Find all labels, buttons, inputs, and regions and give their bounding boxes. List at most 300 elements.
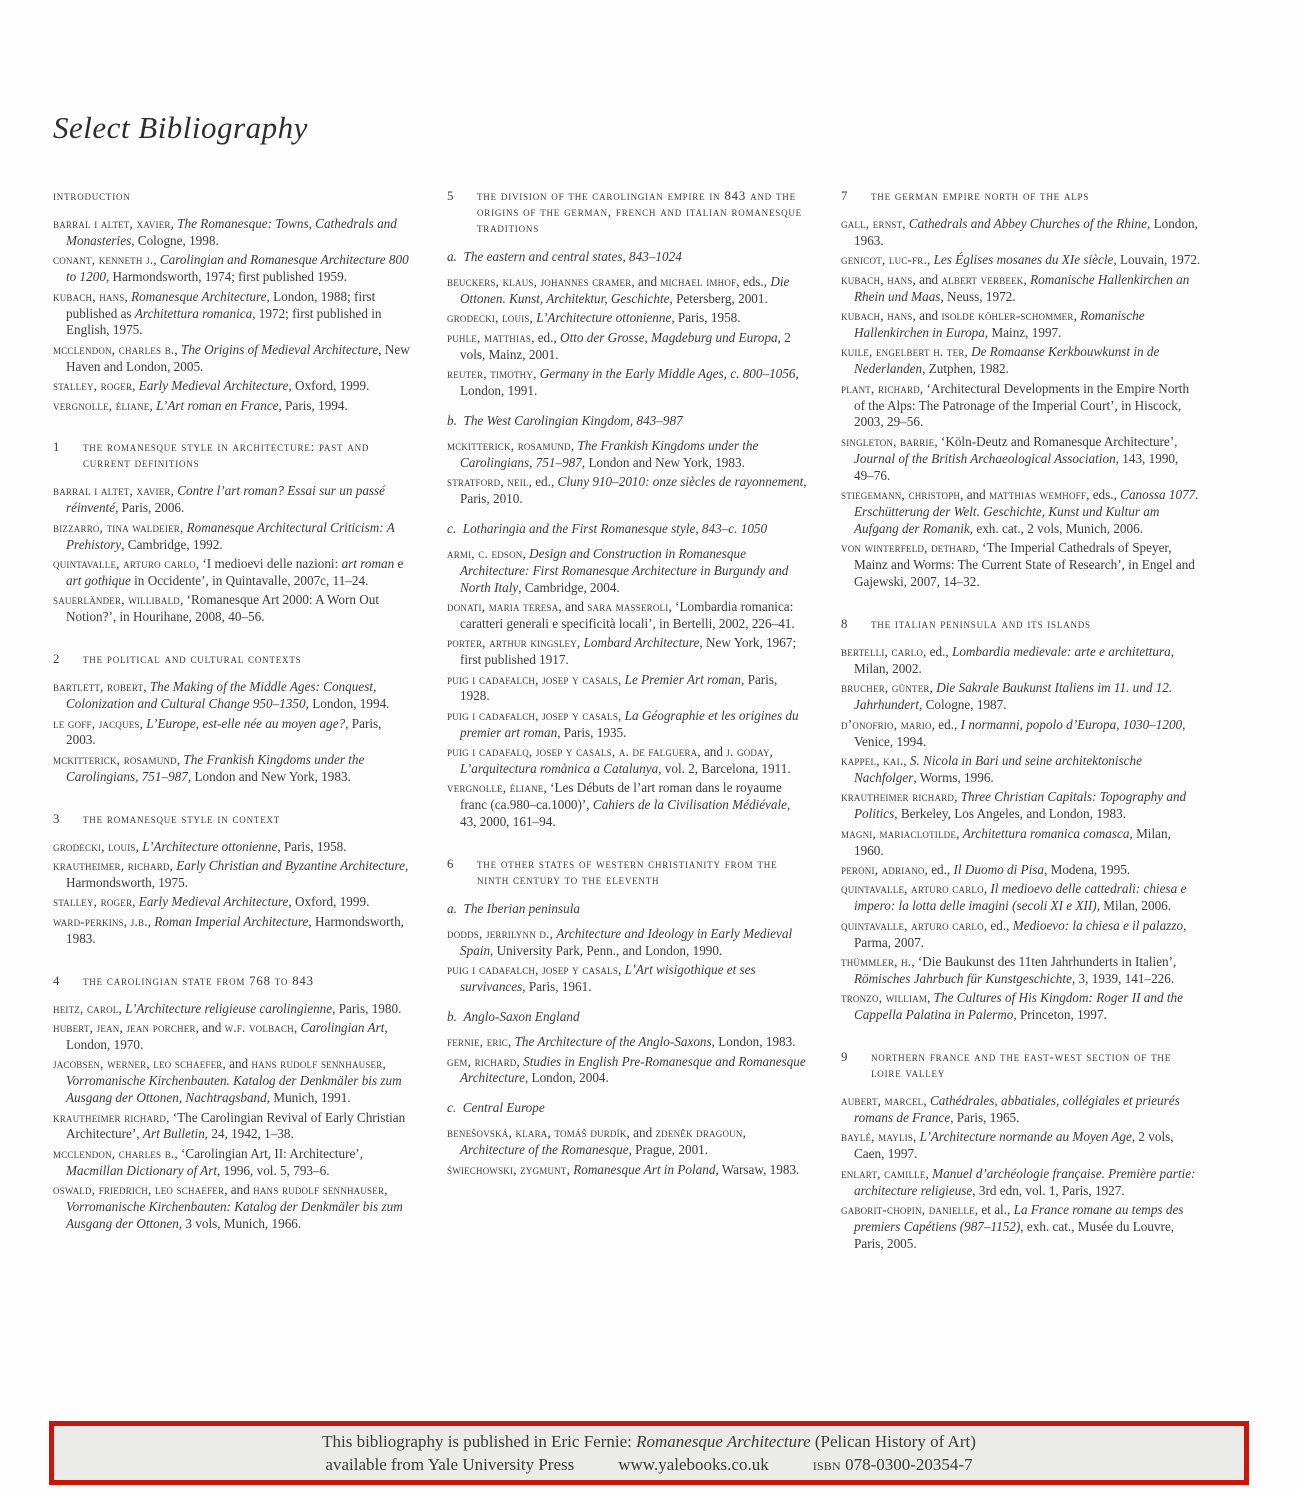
page-title: Select Bibliography bbox=[53, 110, 308, 145]
text-run: , exh. cat., 2 vols, Munich, 2006. bbox=[969, 520, 1143, 536]
smallcaps-text: magni, mariaclotilde bbox=[841, 825, 957, 841]
bib-entry bbox=[841, 308, 1201, 342]
section-title: northern france and the east-west section of the loire valley bbox=[871, 1050, 1172, 1081]
bib-entry bbox=[841, 344, 1201, 378]
italic-title: Cathedrals and Abbey Churches of the Rhine bbox=[908, 216, 1147, 231]
italic-title: I normanni, popolo d’Europa, 1030–1200 bbox=[960, 716, 1183, 732]
smallcaps-text: conant, kenneth j. bbox=[53, 252, 154, 268]
text-run: , and bbox=[912, 308, 942, 324]
text-run: , London, 1970. bbox=[66, 1020, 388, 1052]
italic-title: Architettura romanica comasca bbox=[962, 825, 1130, 841]
bib-entry bbox=[53, 592, 413, 626]
text-run: , ‘The Carolingian Revival of Early Christian Architecture’, bbox=[66, 1109, 406, 1142]
bib-entry bbox=[53, 858, 413, 892]
section-title: the romanesque style in context bbox=[83, 811, 281, 826]
text-run: available from Yale University Press bbox=[325, 1454, 575, 1474]
italic-title: Cluny 910–2010: onze siècles de rayonnement bbox=[557, 473, 804, 489]
smallcaps-text: bartlett, robert bbox=[53, 679, 144, 695]
italic-title: Die Ottonen. Kunst, Architektur, Geschichte bbox=[460, 273, 790, 306]
text-run: , ‘Köln-Deutz and Romanesque Architecture’, bbox=[934, 433, 1178, 449]
italic-title: Les Églises mosanes du XIe siècle bbox=[933, 252, 1114, 268]
text-run: , Paris, 1958. bbox=[277, 838, 347, 854]
bibliography-columns bbox=[53, 188, 1201, 1255]
italic-title: L’arquitectura romànica a Catalunya bbox=[460, 761, 659, 777]
smallcaps-text: hans rudolf sennhauser bbox=[253, 1182, 385, 1198]
smallcaps-text: puhle, matthias bbox=[447, 329, 532, 345]
text-run: , Cologne, 1987. bbox=[918, 697, 1007, 713]
text-run: , bbox=[149, 397, 157, 413]
text-run: , Louvain, 1972. bbox=[1113, 252, 1201, 268]
bib-entry bbox=[447, 962, 807, 996]
smallcaps-text: le goff, jacques bbox=[53, 715, 140, 731]
text-run: , bbox=[293, 1020, 301, 1035]
italic-title: Cahiers de la Civilisation Médiévale bbox=[592, 797, 788, 813]
text-run: , bbox=[618, 962, 625, 978]
italic-title: De Romaanse Kerkbouwkunst in de Nederlanden bbox=[854, 344, 1160, 377]
text-run: 078-0300-20354-7 bbox=[840, 1454, 973, 1474]
text-run: , Paris, 1961. bbox=[522, 979, 592, 995]
subsection-heading: c. Lotharingia and the First Romanesque style, 843–c. 1050 bbox=[447, 520, 768, 536]
smallcaps-text: quintavalle, arturo carlo bbox=[841, 881, 984, 897]
smallcaps-text: mcclendon, charles b. bbox=[53, 341, 175, 357]
bib-entry bbox=[841, 717, 1201, 751]
text-run: , bbox=[135, 838, 143, 854]
text-run: , bbox=[529, 310, 537, 326]
text-run: , London, 1988; first published as bbox=[66, 288, 376, 321]
section-heading bbox=[53, 651, 413, 667]
text-run: , eds., bbox=[1086, 487, 1121, 503]
section-title: the german empire north of the alps bbox=[871, 189, 1090, 203]
italic-title: Architecture of the Romanesque bbox=[460, 1142, 629, 1158]
section-heading bbox=[841, 1049, 1201, 1081]
italic-title: Romanische Hallenkirchen an Rhein und Maas bbox=[854, 271, 1190, 304]
section-title: the carolingian state from 768 to 843 bbox=[83, 973, 314, 988]
smallcaps-text: porter, arthur kingsley bbox=[447, 635, 577, 651]
text-run: , and bbox=[195, 1020, 225, 1035]
italic-title: L’Architecture religieuse carolingienne bbox=[125, 1000, 333, 1016]
bib-entry bbox=[53, 216, 413, 250]
bib-entry bbox=[841, 990, 1201, 1024]
text-run: , Berkeley, Los Angeles, and London, 1983. bbox=[894, 806, 1127, 822]
italic-title: Carolingian and Romanesque Architecture 800 to 1200 bbox=[66, 252, 409, 285]
italic-title: Contre l’art roman? Essai sur un passé réinventé bbox=[66, 483, 386, 516]
text-run: , bbox=[170, 216, 178, 231]
italic-title: Medioevo: la chiesa e il palazzo bbox=[1012, 917, 1184, 933]
smallcaps-text: hans rudolf sennhauser bbox=[251, 1056, 383, 1072]
text-run: , Oxford, 1999. bbox=[288, 894, 370, 910]
bib-entry bbox=[447, 599, 807, 633]
column-2 bbox=[447, 188, 807, 1255]
footer-cell bbox=[325, 1454, 574, 1476]
text-run: , and bbox=[697, 744, 727, 760]
text-run: , ‘Les Débuts de l’art roman dans le royaume franc (ca.980–ca.1000)’, bbox=[460, 780, 782, 813]
text-run: , 2 vols, Mainz, 2001. bbox=[460, 329, 791, 362]
smallcaps-text: stiegemann, christoph bbox=[841, 487, 961, 503]
bib-entry bbox=[841, 1093, 1201, 1127]
smallcaps-text: zdeněk dragoun bbox=[655, 1125, 743, 1141]
bib-entry bbox=[447, 635, 807, 669]
bib-entry bbox=[841, 789, 1201, 823]
bib-entry bbox=[53, 1020, 413, 1054]
text-run: , Mainz, 1997. bbox=[984, 324, 1062, 340]
text-run: e bbox=[394, 556, 404, 572]
section-number: 9 bbox=[841, 1050, 849, 1065]
text-run: , Cambridge, 2004. bbox=[518, 579, 620, 595]
italic-title: L’Europe, est-elle née au moyen age? bbox=[146, 715, 346, 731]
smallcaps-text: mckitterick, rosamund bbox=[53, 751, 177, 767]
text-run: , Harmondsworth, 1974; first published 1959. bbox=[105, 269, 347, 285]
text-run: , Venice, 1994. bbox=[854, 716, 1186, 749]
smallcaps-text: grodecki, louis bbox=[53, 838, 136, 854]
bib-entry bbox=[447, 926, 807, 960]
text-run: in Occidente’, in Quintavalle, 2007c, 11–24. bbox=[130, 573, 369, 588]
bib-entry bbox=[53, 914, 413, 948]
section-title: the romanesque style in architecture: past and current definitions bbox=[83, 440, 370, 471]
italic-title: L’Architecture normande au Moyen Age bbox=[919, 1129, 1132, 1145]
smallcaps-text: vergnolle, éliane bbox=[447, 780, 544, 796]
text-run: , et al., bbox=[974, 1202, 1014, 1217]
bib-entry bbox=[53, 839, 413, 856]
bib-entry bbox=[841, 954, 1201, 988]
footer-cell bbox=[618, 1454, 768, 1476]
smallcaps-text: beuckers, klaus, johannes cramer bbox=[447, 273, 632, 289]
smallcaps-text: ward-perkins, j.b. bbox=[53, 913, 148, 929]
text-run: , Princeton, 1997. bbox=[1013, 1007, 1107, 1023]
text-run: , bbox=[153, 252, 160, 268]
text-run: , bbox=[508, 1034, 515, 1050]
text-run: , Paris, 1965. bbox=[950, 1109, 1020, 1125]
text-run: , bbox=[566, 1161, 574, 1177]
subsection-heading: b. Anglo-Saxon England bbox=[447, 1009, 580, 1025]
italic-title: Journal of the British Archaeological Association bbox=[854, 450, 1116, 466]
smallcaps-text: barral i altet, xavier bbox=[53, 483, 171, 499]
text-run: , ed., bbox=[983, 917, 1013, 933]
text-run: , bbox=[549, 926, 557, 942]
text-run: , bbox=[382, 1056, 386, 1072]
bib-entry bbox=[841, 680, 1201, 714]
text-run: , Paris, 2006. bbox=[115, 500, 185, 516]
text-run: , bbox=[143, 679, 150, 695]
subsection-heading: c. Central Europe bbox=[447, 1100, 545, 1116]
text-run: , ed., bbox=[531, 329, 561, 345]
bib-entry bbox=[841, 434, 1201, 485]
smallcaps-text: sauerländer, willibald bbox=[53, 592, 180, 608]
section-heading bbox=[53, 188, 413, 204]
column-3 bbox=[841, 188, 1201, 1255]
smallcaps-text: grodecki, louis bbox=[447, 310, 530, 326]
text-run: , Oxford, 1999. bbox=[288, 378, 370, 394]
text-run: , bbox=[913, 1129, 920, 1145]
bib-entry bbox=[841, 644, 1201, 678]
text-run: , Prague, 2001. bbox=[628, 1142, 709, 1158]
text-run: , Paris, 1994. bbox=[278, 397, 348, 413]
italic-title: Three Christian Capitals: Topography and Politics bbox=[854, 789, 1187, 822]
footer-line1 bbox=[322, 1431, 976, 1453]
section-number: 1 bbox=[53, 440, 61, 455]
smallcaps-text: puig i cadafalch, josep y casals bbox=[447, 707, 619, 723]
smallcaps-text: enlart, camille bbox=[841, 1165, 926, 1181]
text-run: , London and New York, 1983. bbox=[187, 768, 351, 784]
text-run: , bbox=[170, 483, 178, 499]
text-run: , ed., bbox=[528, 473, 558, 489]
smallcaps-text: kuile, engelbert h. ter bbox=[841, 344, 965, 360]
section-title: the political and cultural contexts bbox=[83, 652, 302, 667]
smallcaps-text: vergnolle, éliane bbox=[53, 397, 150, 413]
italic-title: Macmillan Dictionary of Art bbox=[66, 1162, 218, 1178]
text-run: , vol. 2, Barcelona, 1911. bbox=[658, 761, 791, 777]
smallcaps-text: krautheimer, richard bbox=[53, 858, 170, 874]
italic-title: Romanesque Art in Poland bbox=[573, 1161, 716, 1177]
bib-entry bbox=[53, 679, 413, 713]
italic-title: The Romanesque: Towns, Cathedrals and Monasteries bbox=[66, 216, 397, 248]
italic-title: The Making of the Middle Ages: Conquest, Colonization and Cultural Change 950–1350 bbox=[66, 679, 377, 712]
smallcaps-text: isbn bbox=[812, 1454, 841, 1474]
text-run: , Warsaw, 1983. bbox=[715, 1161, 800, 1177]
text-run: , bbox=[176, 751, 184, 767]
section-heading bbox=[447, 856, 807, 888]
section-number: 2 bbox=[53, 652, 61, 667]
text-run: , London, 1963. bbox=[854, 216, 1198, 248]
text-run: , ed., bbox=[923, 644, 952, 660]
section-heading bbox=[841, 616, 1201, 632]
bib-entry bbox=[447, 1162, 807, 1179]
italic-title: Vorromanische Kirchenbauten: Katalog der Denkmäler bis zum Ausgang der Ottonen bbox=[66, 1199, 403, 1231]
italic-title: L’Art wisigothique et ses survivances bbox=[460, 962, 756, 995]
bib-entry bbox=[53, 378, 413, 395]
bib-entry bbox=[841, 487, 1201, 538]
text-run: , bbox=[179, 519, 187, 535]
bib-entry bbox=[53, 1056, 413, 1107]
italic-title: Romanesque Architecture bbox=[636, 1431, 811, 1451]
text-run: , London, 1994. bbox=[305, 696, 390, 712]
italic-title: Romanesque Architecture bbox=[131, 288, 267, 304]
italic-title: La Géographie et les origines du premier art roman bbox=[460, 707, 799, 740]
text-run: , bbox=[927, 990, 934, 1006]
smallcaps-text: albert verbeek bbox=[941, 271, 1024, 287]
smallcaps-text: quintavalle, arturo carlo bbox=[53, 556, 196, 572]
text-run: , ‘The Imperial Cathedrals of Speyer, Mainz and Worms: The Current State of Research’, in Engel and Gajewski, 2007, 14–32. bbox=[854, 540, 1195, 590]
bib-entry bbox=[53, 520, 413, 554]
bib-entry bbox=[447, 744, 807, 778]
text-run: , bbox=[925, 1165, 933, 1181]
text-run: , bbox=[929, 680, 937, 696]
text-run: , and bbox=[222, 1056, 252, 1072]
bib-entry bbox=[447, 546, 807, 597]
text-run: , bbox=[923, 1093, 930, 1109]
section-number: 8 bbox=[841, 617, 849, 632]
bib-entry bbox=[447, 366, 807, 400]
text-run: , bbox=[956, 825, 963, 841]
smallcaps-text: kubach, hans bbox=[53, 288, 125, 304]
text-run: , Cologne, 1998. bbox=[131, 232, 219, 248]
text-run: , Modena, 1995. bbox=[1044, 861, 1131, 877]
bib-entry bbox=[447, 708, 807, 742]
text-run: , bbox=[964, 344, 972, 360]
subsection-heading: a. The Iberian peninsula bbox=[447, 901, 580, 917]
smallcaps-text: puig i cadafalch, josep y casals bbox=[447, 962, 619, 978]
text-run: , ‘Carolingian Art, II: Architecture’, bbox=[174, 1145, 363, 1161]
bib-entry bbox=[53, 716, 413, 750]
text-run: , Parma, 2007. bbox=[854, 917, 1187, 950]
italic-title: Manuel d’archéologie française. Première partie: architecture religieuse bbox=[854, 1165, 1196, 1198]
smallcaps-text: kubach, hans bbox=[841, 308, 913, 324]
bib-entry bbox=[841, 918, 1201, 952]
text-run: , London and New York, 1983. bbox=[581, 454, 745, 470]
bib-entry bbox=[447, 780, 807, 831]
subsection-heading: b. The West Carolingian Kingdom, 843–987 bbox=[447, 412, 683, 428]
text-run: , bbox=[576, 635, 584, 651]
bib-entry bbox=[841, 1129, 1201, 1163]
text-run: , bbox=[983, 881, 991, 897]
text-run: , Paris, 2003. bbox=[66, 715, 382, 748]
smallcaps-text: mckitterick, rosamund bbox=[447, 437, 571, 453]
smallcaps-text: isolde köhler-schommer bbox=[941, 308, 1074, 324]
smallcaps-text: peroni, adriano bbox=[841, 861, 925, 877]
text-run: , Harmondsworth, 1983. bbox=[66, 913, 404, 946]
section-heading bbox=[447, 188, 807, 236]
smallcaps-text: benešovská, klara, tomáš durdík bbox=[447, 1125, 627, 1141]
text-run: , bbox=[1023, 271, 1031, 287]
bib-entry bbox=[841, 1202, 1201, 1253]
text-run: , ‘Lombardia romanica: caratteri generali e specificità locali’, in Bertelli, 2002, 226–41. bbox=[460, 598, 795, 631]
smallcaps-text: stalley, roger bbox=[53, 894, 133, 910]
text-run: , bbox=[516, 1053, 524, 1069]
smallcaps-text: świechowski, zygmunt bbox=[447, 1161, 567, 1177]
text-run: , bbox=[1073, 308, 1081, 324]
italic-title: Architecture and Ideology in Early Medieval Spain bbox=[460, 926, 793, 958]
bib-entry bbox=[447, 310, 807, 327]
italic-title: art gothique bbox=[66, 573, 131, 588]
smallcaps-text: kubach, hans bbox=[841, 271, 913, 287]
section-number: 4 bbox=[53, 973, 61, 988]
bib-entry bbox=[53, 556, 413, 590]
italic-title: L’Architecture ottonienne bbox=[536, 310, 672, 326]
text-run: , Milan, 2006. bbox=[1096, 898, 1172, 914]
bib-entry bbox=[841, 826, 1201, 860]
text-run: , Petersberg, 2001. bbox=[669, 290, 768, 306]
bib-entry bbox=[841, 381, 1201, 432]
italic-title: Roman Imperial Architecture bbox=[154, 913, 309, 929]
bib-entry bbox=[447, 438, 807, 472]
text-run: , 143, 1990, 49–76. bbox=[854, 450, 1179, 483]
italic-title: Carolingian Art bbox=[300, 1020, 385, 1035]
bib-entry bbox=[53, 289, 413, 340]
text-run: , bbox=[132, 894, 139, 910]
smallcaps-text: heitz, carol bbox=[53, 1000, 119, 1016]
bib-entry bbox=[53, 483, 413, 517]
bib-entry bbox=[841, 272, 1201, 306]
italic-title: Il Duomo di Pisa bbox=[953, 861, 1045, 877]
smallcaps-text: von winterfeld, dethard bbox=[841, 540, 976, 556]
bib-entry bbox=[53, 1146, 413, 1180]
text-run: , University Park, Penn., and London, 1990. bbox=[490, 943, 723, 958]
text-run: , bbox=[902, 216, 909, 231]
section-title: the other states of western christianity from the ninth century to the eleventh bbox=[477, 857, 778, 888]
italic-title: Le Premier Art roman bbox=[624, 671, 742, 687]
text-run: , bbox=[147, 913, 155, 929]
smallcaps-text: fernie, eric bbox=[447, 1034, 508, 1050]
text-run: , Paris, 1980. bbox=[332, 1000, 402, 1016]
bib-entry bbox=[53, 752, 413, 786]
smallcaps-text: michael imhof bbox=[660, 273, 737, 289]
bib-entry bbox=[53, 398, 413, 415]
text-run: , bbox=[169, 858, 177, 874]
text-run: (Pelican History of Art) bbox=[810, 1431, 976, 1451]
bib-entry bbox=[447, 1034, 807, 1051]
publisher-notice-box bbox=[49, 1421, 1249, 1485]
bib-entry bbox=[53, 1110, 413, 1144]
text-run: , 2 vols, Caen, 1997. bbox=[854, 1129, 1174, 1162]
italic-title: L’Architecture ottonienne bbox=[142, 838, 278, 854]
bib-entry bbox=[447, 1125, 807, 1159]
text-run: , Neuss, 1972. bbox=[940, 288, 1016, 304]
italic-title: Lombard Architecture bbox=[583, 635, 700, 651]
text-run: , Zutphen, 1982. bbox=[922, 361, 1009, 377]
section-title: the division of the carolingian empire in 843 and the origins of the german, french and italian romanesque traditions bbox=[477, 189, 802, 235]
bib-entry bbox=[841, 216, 1201, 250]
italic-title: La France romane au temps des premiers Capétiens (987–1152) bbox=[854, 1202, 1184, 1234]
italic-title: Design and Construction in Romanesque Architecture: First Romanesque Architecture in Burgundy and North Italy bbox=[460, 545, 789, 595]
text-run: , Paris, 1935. bbox=[557, 724, 627, 740]
smallcaps-text: aubert, marcel bbox=[841, 1093, 924, 1109]
smallcaps-text: donati, maria teresa bbox=[447, 598, 559, 614]
italic-title: Early Medieval Architecture bbox=[138, 894, 289, 910]
text-run: , and bbox=[224, 1182, 254, 1198]
smallcaps-text: plant, richard bbox=[841, 380, 920, 396]
smallcaps-text: j. goday bbox=[726, 744, 770, 760]
smallcaps-text: genicot, luc-fr. bbox=[841, 252, 927, 268]
text-run: , 3, 1939, 141–226. bbox=[1071, 970, 1175, 986]
text-run: This bibliography is published in Eric Fernie: bbox=[322, 1431, 637, 1451]
text-run: , 43, 2000, 161–94. bbox=[460, 797, 791, 830]
section-heading bbox=[53, 439, 413, 471]
text-run: , Paris, 2010. bbox=[460, 473, 807, 506]
smallcaps-text: gem, richard bbox=[447, 1053, 517, 1069]
smallcaps-text: tronzo, william bbox=[841, 990, 928, 1006]
italic-title: Otto der Grosse, Magdeburg und Europa bbox=[560, 329, 778, 345]
smallcaps-text: sara masseroli bbox=[587, 598, 669, 614]
italic-title: The Frankish Kingdoms under the Carolingians, 751–987 bbox=[460, 437, 759, 470]
italic-title: The Origins of Medieval Architecture bbox=[181, 341, 379, 357]
smallcaps-text: reuter, timothy bbox=[447, 365, 534, 381]
text-run: , bbox=[139, 715, 147, 731]
section-title: the italian peninsula and its islands bbox=[871, 617, 1091, 632]
bib-entry bbox=[841, 862, 1201, 879]
smallcaps-text: stratford, neil bbox=[447, 473, 529, 489]
text-run: , London, 2004. bbox=[524, 1070, 609, 1086]
bib-entry bbox=[841, 753, 1201, 787]
section-number: 7 bbox=[841, 189, 849, 203]
smallcaps-text: mcclendon, charles b. bbox=[53, 1145, 175, 1161]
text-run: , 24, 1942, 1–38. bbox=[204, 1126, 294, 1142]
text-run: , Harmondsworth, 1975. bbox=[66, 858, 409, 890]
text-run: , bbox=[533, 365, 540, 381]
smallcaps-text: thümmler, h. bbox=[841, 953, 912, 969]
section-number: 3 bbox=[53, 811, 61, 826]
text-run: , and bbox=[626, 1125, 656, 1141]
smallcaps-text: barral i altet, xavier bbox=[53, 216, 171, 231]
italic-title: Lombardia medievale: arte e architettura bbox=[951, 644, 1171, 660]
italic-title: art roman bbox=[341, 556, 395, 572]
smallcaps-text: jacobsen, werner, leo schaefer bbox=[53, 1056, 223, 1072]
text-run: , New York, 1967; first published 1917. bbox=[460, 635, 797, 668]
smallcaps-text: hubert, jean, jean porcher bbox=[53, 1020, 196, 1035]
smallcaps-text: kappel, kai. bbox=[841, 752, 904, 768]
italic-title: S. Nicola in Bari und seine architektonische Nachfolger bbox=[854, 752, 1142, 785]
footer-line2 bbox=[325, 1454, 972, 1476]
text-run: , 3 vols, Munich, 1966. bbox=[178, 1215, 302, 1231]
text-run: , exh. cat., Musée du Louvre, Paris, 2005. bbox=[854, 1218, 1175, 1251]
